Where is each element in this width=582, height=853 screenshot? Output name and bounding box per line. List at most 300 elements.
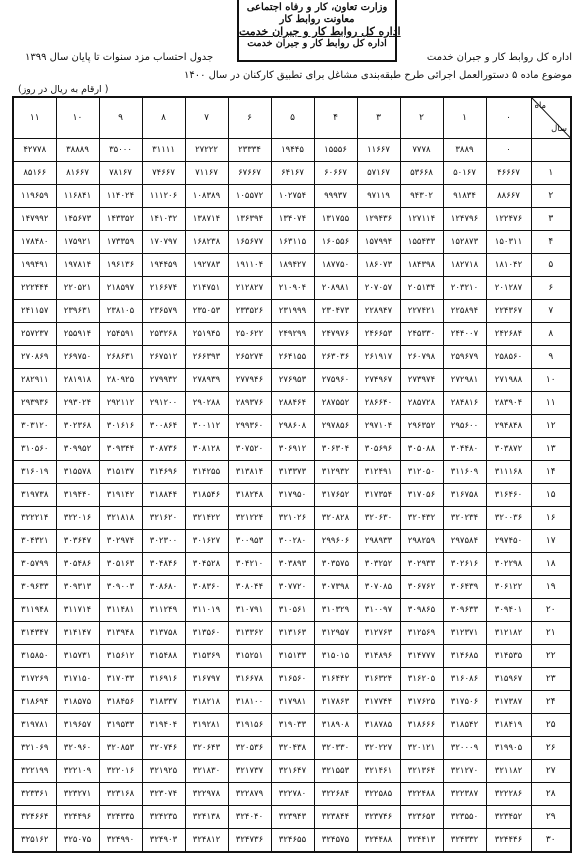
wage-cell: ۳۲۲۲۱۴ — [13, 507, 56, 530]
table-row — [13, 185, 571, 208]
table-row — [13, 346, 571, 369]
year-row-header: ۱۴ — [531, 461, 571, 484]
year-row-header: ۲۹ — [531, 806, 571, 829]
wage-cell: ۳۱۸۵۷۵ — [56, 691, 99, 714]
wage-cell: ۳۲۰۸۲۸ — [314, 507, 357, 530]
wage-cell: ۱۱۶۸۴۱ — [56, 185, 99, 208]
wage-cell: ۳۰۷۰۸۵ — [357, 576, 400, 599]
wage-cell: ۱۸۷۷۵۰ — [314, 254, 357, 277]
wage-cell: ۱۰۲۷۵۴ — [271, 185, 314, 208]
wage-cell: ۲۳۸۱۰۵ — [99, 300, 142, 323]
wage-cell: ۳۲۴۴۸۸ — [357, 829, 400, 853]
wage-cell: ۳۰۱۶۲۷ — [185, 530, 228, 553]
wage-cell: ۳۱۸۵۴۶ — [185, 484, 228, 507]
wage-cell: ۲۸۷۵۵۲ — [314, 392, 357, 415]
table-row — [13, 645, 571, 668]
wage-cell: ۳۱۶۰۱۹ — [13, 461, 56, 484]
table-row — [13, 415, 571, 438]
wage-cell: ۱۳۴۰۷۴ — [271, 208, 314, 231]
wage-cell: ۳۸۸۸۹ — [56, 139, 99, 162]
wage-cell: ۳۲۱۶۲۰ — [142, 507, 185, 530]
wage-cell: ۳۵۰۰۰ — [99, 139, 142, 162]
wage-cell: ۳۰۰۱۱۲ — [185, 415, 228, 438]
wage-cell: ۱۶۰۵۵۶ — [314, 231, 357, 254]
wage-cell: ۳۲۴۶۵۵ — [271, 829, 314, 853]
wage-cell: ۳۲۱۱۸۲ — [486, 760, 531, 783]
wage-cell: ۳۲۰۲۲۷ — [357, 737, 400, 760]
wage-cell: ۳۲۴۱۳۸ — [185, 806, 228, 829]
wage-cell: ۵۳۶۶۸ — [400, 162, 443, 185]
wage-cell: ۱۹۱۱۰۴ — [228, 254, 271, 277]
seniority-wage-table — [12, 96, 572, 853]
wage-cell: ۳۲۰۹۶۰ — [56, 737, 99, 760]
wage-cell: ۱۶۳۱۱۵ — [271, 231, 314, 254]
month-column-header: ۵ — [271, 97, 314, 139]
stamp-line-office-repeat: اداره کل روابط کار و جبران خدمت — [247, 38, 387, 49]
wage-cell: ۲۶۹۷۵۰ — [56, 346, 99, 369]
wage-cell: ۳۲۱۰۶۹ — [13, 737, 56, 760]
wage-cell: ۳۰۹۶۳۳ — [13, 576, 56, 599]
table-row — [13, 622, 571, 645]
wage-cell: ۱۱۴۰۲۴ — [99, 185, 142, 208]
wage-cell: ۳۰۴۸۴۶ — [142, 553, 185, 576]
wage-cell: ۱۹۷۸۱۴ — [56, 254, 99, 277]
wage-cell: ۳۱۶۲۰۵ — [400, 668, 443, 691]
wage-cell: ۳۱۸۲۴۸ — [228, 484, 271, 507]
wage-cell: ۳۱۷۶۵۲ — [314, 484, 357, 507]
wage-cell: ۳۰۳۱۲۰ — [13, 415, 56, 438]
wage-cell: ۳۲۱۸۱۸ — [99, 507, 142, 530]
wage-cell: ۲۷۱۹۸۸ — [486, 369, 531, 392]
wage-cell: ۳۲۴۷۳۶ — [228, 829, 271, 853]
wage-cell: ۲۲۸۹۴۷ — [357, 300, 400, 323]
wage-cell: ۲۸۸۴۶۴ — [271, 392, 314, 415]
wage-cell: ۲۷۲۲۲ — [185, 139, 228, 162]
wage-cell: ۳۱۹۱۵۶ — [228, 714, 271, 737]
wage-cell: ۲۳۳۵۲۶ — [228, 300, 271, 323]
wage-cell: ۳۱۶۴۴۲ — [314, 668, 357, 691]
wage-cell: ۳۱۳۵۶۰ — [185, 622, 228, 645]
wage-cell: ۳۱۵۰۱۵ — [314, 645, 357, 668]
year-row-header: ۱۶ — [531, 507, 571, 530]
wage-cell: ۲۲۵۸۹۴ — [443, 300, 486, 323]
wage-cell: ۲۴۷۹۷۶ — [314, 323, 357, 346]
wage-cell: ۹۱۸۳۴ — [443, 185, 486, 208]
wage-cell: ۳۰۲۳۰۰ — [142, 530, 185, 553]
year-row-header: ۴ — [531, 231, 571, 254]
table-row — [13, 530, 571, 553]
wage-cell: ۳۱۱۶۰۹ — [443, 461, 486, 484]
wage-cell: ۳۲۱۲۷۰ — [443, 760, 486, 783]
wage-cell: ۲۱۸۵۹۷ — [99, 277, 142, 300]
wage-cell: ۱۴۵۶۷۳ — [56, 208, 99, 231]
wage-cell: ۲۹۵۶۰۰ — [443, 415, 486, 438]
wage-cell: ۷۱۱۶۷ — [185, 162, 228, 185]
wage-cell: ۳۰۳۶۴۷ — [56, 530, 99, 553]
wage-cell: ۲۵۰۶۲۲ — [228, 323, 271, 346]
wage-cell: ۳۱۶۵۶۰ — [271, 668, 314, 691]
wage-cell: ۱۲۹۴۳۶ — [357, 208, 400, 231]
wage-cell: ۳۰۳۸۹۳ — [271, 553, 314, 576]
month-column-header: ۲ — [400, 97, 443, 139]
wage-cell: ۱۵۲۸۷۳ — [443, 231, 486, 254]
wage-cell: ۲۹۷۵۸۴ — [443, 530, 486, 553]
wage-cell: ۲۷۳۹۷۴ — [400, 369, 443, 392]
wage-cell: ۲۸۳۹۰۴ — [486, 392, 531, 415]
wage-cell: ۳۱۱۱۱ — [142, 139, 185, 162]
wage-cell: ۳۱۴۶۸۵ — [443, 645, 486, 668]
wage-cell: ۳۱۸۷۸۵ — [357, 714, 400, 737]
wage-cell: ۳۰۹۸۶۵ — [400, 599, 443, 622]
wage-cell: ۲۰۵۱۳۴ — [400, 277, 443, 300]
table-body — [13, 139, 571, 853]
wage-cell: ۳۱۷۳۵۴ — [357, 484, 400, 507]
wage-cell: ۳۲۰۵۳۶ — [228, 737, 271, 760]
wage-cell: ۳۱۹۵۳۳ — [99, 714, 142, 737]
wage-cell: ۲۷۶۹۵۳ — [271, 369, 314, 392]
wage-cell: ۳۲۱۷۳۷ — [228, 760, 271, 783]
wage-cell: ۳۲۳۴۵۲ — [486, 806, 531, 829]
wage-cell: ۳۱۹۶۵۷ — [56, 714, 99, 737]
wage-cell: ۳۱۰۵۶۱ — [271, 599, 314, 622]
year-row-header: ۱۲ — [531, 415, 571, 438]
wage-cell: ۳۲۲۶۸۴ — [314, 783, 357, 806]
wage-cell: ۱۳۶۳۹۴ — [228, 208, 271, 231]
wage-cell: ۲۱۶۶۷۴ — [142, 277, 185, 300]
wage-cell: ۲۵۹۶۷۹ — [443, 346, 486, 369]
wage-cell: ۱۳۱۷۵۵ — [314, 208, 357, 231]
table-row — [13, 714, 571, 737]
wage-cell: ۱۵۰۳۱۱ — [486, 231, 531, 254]
wage-cell: ۳۲۰۱۲۱ — [400, 737, 443, 760]
year-row-header: ۱۰ — [531, 369, 571, 392]
wage-cell: ۳۲۰۴۳۸ — [271, 737, 314, 760]
wage-cell: ۲۴۱۱۵۷ — [13, 300, 56, 323]
wage-cell: ۳۱۹۴۴۰ — [56, 484, 99, 507]
table-row — [13, 139, 571, 162]
wage-cell: ۳۱۷۰۳۳ — [99, 668, 142, 691]
wage-cell: ۳۰۸۱۲۸ — [185, 438, 228, 461]
table-row — [13, 507, 571, 530]
wage-cell: ۳۱۵۵۷۸ — [56, 461, 99, 484]
wage-cell: ۲۲۷۴۲۱ — [400, 300, 443, 323]
wage-cell: ۹۷۱۱۹ — [357, 185, 400, 208]
wage-cell: ۱۹۲۷۸۳ — [185, 254, 228, 277]
wage-cell: ۳۱۳۱۶۳ — [271, 622, 314, 645]
wage-cell: ۳۰۲۲۹۸ — [486, 553, 531, 576]
wage-cell: ۱۸۹۴۲۷ — [271, 254, 314, 277]
wage-cell: ۳۲۴۳۳۲ — [443, 829, 486, 853]
wage-cell: ۳۰۵۶۹۶ — [357, 438, 400, 461]
wage-cell: ۳۰۳۲۵۲ — [357, 553, 400, 576]
wage-cell: ۳۰۲۹۷۴ — [99, 530, 142, 553]
wage-cell: ۲۳۳۳۴ — [228, 139, 271, 162]
wage-cell: ۳۱۴۷۷۷ — [400, 645, 443, 668]
wage-cell: ۳۲۴۴۴۶ — [486, 829, 531, 853]
month-column-header: ۹ — [99, 97, 142, 139]
wage-cell: ۳۲۲۴۸۸ — [400, 783, 443, 806]
wage-cell: ۳۱۷۶۲۵ — [400, 691, 443, 714]
stamp-line-deputy: معاونت روابط کار — [279, 14, 355, 25]
wage-cell: ۳۱۵۶۱۲ — [99, 645, 142, 668]
wage-cell: ۳۰۶۴۳۹ — [443, 576, 486, 599]
year-row-header: ۲۱ — [531, 622, 571, 645]
table-title: جدول احتساب مزد سنوات تا پایان سال ۱۳۹۹ — [25, 52, 214, 63]
wage-cell: ۱۰۵۵۷۲ — [228, 185, 271, 208]
table-row — [13, 162, 571, 185]
table-row — [13, 576, 571, 599]
wage-cell: ۱۸۲۷۱۸ — [443, 254, 486, 277]
wage-cell: ۳۲۰۴۳۲ — [400, 507, 443, 530]
year-row-header: ۸ — [531, 323, 571, 346]
wage-cell: ۳۱۹۲۸۱ — [185, 714, 228, 737]
wage-cell: ۳۱۷۵۰۶ — [443, 691, 486, 714]
year-row-header: ۶ — [531, 277, 571, 300]
wage-cell: ۳۱۳۷۵۸ — [142, 622, 185, 645]
wage-cell: ۳۱۰۷۹۱ — [228, 599, 271, 622]
wage-cell: ۲۷۹۹۳۲ — [142, 369, 185, 392]
wage-cell: ۳۲۱۴۲۲ — [185, 507, 228, 530]
wage-cell: ۳۰۵۷۹۹ — [13, 553, 56, 576]
wage-cell: ۳۱۷۳۸۷ — [486, 691, 531, 714]
wage-cell: ۲۱۴۷۵۱ — [185, 277, 228, 300]
wage-cell: ۳۰۸۰۴۴ — [228, 576, 271, 599]
wage-cell: ۳۰۸۷۳۶ — [142, 438, 185, 461]
wage-cell: ۳۱۶۷۵۸ — [443, 484, 486, 507]
wage-cell: ۳۱۱۹۴۸ — [13, 599, 56, 622]
wage-cell: ۳۲۴۹۹۰ — [99, 829, 142, 853]
wage-cell: ۳۲۰۲۳۴ — [443, 507, 486, 530]
year-row-header: ۳ — [531, 208, 571, 231]
wage-cell: ۳۱۵۹۶۷ — [486, 668, 531, 691]
wage-cell: ۳۲۲۱۹۹ — [13, 760, 56, 783]
wage-cell: ۲۳۱۹۹۹ — [271, 300, 314, 323]
wage-cell: ۳۰۹۳۴۴ — [99, 438, 142, 461]
wage-cell: ۳۱۸۴۵۶ — [99, 691, 142, 714]
wage-cell: ۳۱۲۹۳۲ — [314, 461, 357, 484]
wage-cell: ۲۹۱۲۰۰ — [142, 392, 185, 415]
wage-cell: ۹۹۹۳۷ — [314, 185, 357, 208]
wage-cell: ۳۱۰۰۹۷ — [357, 599, 400, 622]
wage-cell: ۲۹۹۶۰۶ — [314, 530, 357, 553]
wage-cell: ۳۱۵۳۶۹ — [185, 645, 228, 668]
wage-cell: ۳۲۱۵۵۳ — [314, 760, 357, 783]
wage-cell: ۳۰۰۲۸۰ — [271, 530, 314, 553]
wage-cell: ۳۱۶۹۱۶ — [142, 668, 185, 691]
table-row — [13, 691, 571, 714]
wage-cell: ۳۱۲۱۸۲ — [486, 622, 531, 645]
table-row — [13, 231, 571, 254]
table-row — [13, 599, 571, 622]
wage-cell: ۳۰۹۰۰۳ — [99, 576, 142, 599]
wage-cell: ۳۱۴۲۵۵ — [185, 461, 228, 484]
wage-cell: ۷۴۶۶۷ — [142, 162, 185, 185]
wage-cell: ۱۲۷۱۱۴ — [400, 208, 443, 231]
wage-cell: ۲۴۲۶۸۴ — [486, 323, 531, 346]
wage-cell: ۲۹۹۳۶۰ — [228, 415, 271, 438]
wage-cell: ۸۸۶۶۷ — [486, 185, 531, 208]
wage-cell: ۳۱۵۴۸۸ — [142, 645, 185, 668]
wage-cell: ۶۴۱۶۷ — [271, 162, 314, 185]
wage-cell: ۳۱۱۷۱۴ — [56, 599, 99, 622]
wage-cell: ۱۷۸۴۸۰ — [13, 231, 56, 254]
wage-cell: ۳۱۸۴۱۹ — [486, 714, 531, 737]
table-row — [13, 760, 571, 783]
wage-cell: ۳۱۵۱۳۷ — [99, 461, 142, 484]
wage-cell: ۳۰۵۰۸۸ — [400, 438, 443, 461]
wage-cell: ۳۲۰۷۴۶ — [142, 737, 185, 760]
wage-cell: ۳۱۳۳۷۳ — [271, 461, 314, 484]
wage-cell: ۳۱۱۱۶۸ — [486, 461, 531, 484]
wage-cell: ۴۶۶۶۷ — [486, 162, 531, 185]
wage-cell: ۲۵۴۵۹۱ — [99, 323, 142, 346]
table-row — [13, 806, 571, 829]
wage-cell: ۹۴۳۰۲ — [400, 185, 443, 208]
wage-cell: ۱۷۵۹۲۱ — [56, 231, 99, 254]
wage-cell: ۲۶۰۷۹۸ — [400, 346, 443, 369]
wage-cell: ۳۱۲۴۹۱ — [357, 461, 400, 484]
wage-cell: ۳۲۲۵۸۵ — [357, 783, 400, 806]
wage-cell: ۳۲۱۰۲۶ — [271, 507, 314, 530]
wage-cell: ۳۲۲۳۸۷ — [443, 783, 486, 806]
table-row — [13, 668, 571, 691]
wage-cell: ۲۶۶۳۹۳ — [185, 346, 228, 369]
table-row — [13, 737, 571, 760]
wage-cell: ۱۷۰۷۹۷ — [142, 231, 185, 254]
wage-cell: ۲۳۰۴۷۳ — [314, 300, 357, 323]
wage-cell: ۳۲۳۹۴۳ — [271, 806, 314, 829]
wage-cell: ۳۲۴۴۹۶ — [56, 806, 99, 829]
wage-cell: ۳۲۲۰۱۶ — [56, 507, 99, 530]
wage-cell: ۲۷۴۹۶۷ — [357, 369, 400, 392]
wage-cell: ۲۴۵۳۳۰ — [400, 323, 443, 346]
wage-cell: ۳۲۰۰۳۶ — [486, 507, 531, 530]
wage-cell: ۳۲۰۶۴۳ — [185, 737, 228, 760]
wage-cell: ۱۷۳۳۵۹ — [99, 231, 142, 254]
wage-cell: ۲۰۷۰۵۷ — [357, 277, 400, 300]
wage-cell: ۲۹۸۹۳۳ — [357, 530, 400, 553]
wage-cell: ۳۰۷۵۲۰ — [228, 438, 271, 461]
wage-cell: ۳۱۸۱۰۰ — [228, 691, 271, 714]
wage-cell: ۳۰۶۳۰۴ — [314, 438, 357, 461]
wage-cell: ۳۱۹۷۳۸ — [13, 484, 56, 507]
wage-cell: ۳۰۵۱۶۳ — [99, 553, 142, 576]
wage-cell: ۳۱۲۵۶۹ — [400, 622, 443, 645]
wage-cell: ۳۱۶۷۹۷ — [185, 668, 228, 691]
wage-cell: ۳۱۸۹۰۸ — [314, 714, 357, 737]
wage-cell: ۳۲۰۳۳۰ — [314, 737, 357, 760]
wage-cell: ۲۳۶۵۷۹ — [142, 300, 185, 323]
month-column-header: ۱۰ — [56, 97, 99, 139]
wage-cell: ۳۱۲۹۵۷ — [314, 622, 357, 645]
wage-cell: ۲۶۵۲۷۴ — [228, 346, 271, 369]
wage-cell: ۲۹۷۴۵۰ — [486, 530, 531, 553]
wage-cell: ۷۷۷۸ — [400, 139, 443, 162]
year-row-header: ۲۷ — [531, 760, 571, 783]
wage-cell: ۱۵۵۴۳۳ — [400, 231, 443, 254]
wage-cell: ۲۶۸۶۳۱ — [99, 346, 142, 369]
wage-cell: ۳۲۱۶۴۷ — [271, 760, 314, 783]
wage-cell: ۲۹۳۹۳۶ — [13, 392, 56, 415]
wage-cell: ۳۱۲۰۵۰ — [400, 461, 443, 484]
wage-cell: ۳۸۸۹ — [443, 139, 486, 162]
wage-cell: ۳۲۳۶۵۳ — [400, 806, 443, 829]
wage-cell: ۱۶۵۶۷۷ — [228, 231, 271, 254]
wage-cell: ۳۱۵۱۳۳ — [271, 645, 314, 668]
wage-cell: ۱۹۶۱۳۶ — [99, 254, 142, 277]
table-row — [13, 300, 571, 323]
wage-cell: ۳۲۳۱۶۸ — [99, 783, 142, 806]
month-column-header: ۸ — [142, 97, 185, 139]
wage-cell: ۸۱۶۶۷ — [56, 162, 99, 185]
year-row-header — [531, 139, 571, 162]
wage-cell: ۳۱۹۰۳۳ — [271, 714, 314, 737]
wage-cell: ۳۲۴۳۳۵ — [99, 806, 142, 829]
wage-cell: ۳۲۵۰۷۵ — [56, 829, 99, 853]
year-row-header: ۱۷ — [531, 530, 571, 553]
year-row-header: ۲ — [531, 185, 571, 208]
wage-cell: ۲۹۶۳۵۲ — [400, 415, 443, 438]
year-row-header: ۳۰ — [531, 829, 571, 853]
table-row — [13, 484, 571, 507]
wage-cell: ۱۸۴۳۹۸ — [400, 254, 443, 277]
wage-cell: ۳۲۱۲۲۴ — [228, 507, 271, 530]
wage-cell: ۱۲۴۷۹۶ — [443, 208, 486, 231]
wage-cell: ۱۸۶۰۷۳ — [357, 254, 400, 277]
column-header-row — [13, 97, 571, 139]
wage-cell: ۲۸۶۶۴۰ — [357, 392, 400, 415]
wage-cell: ۳۰۴۲۱۰ — [228, 553, 271, 576]
wage-cell: ۱۱۱۲۰۶ — [142, 185, 185, 208]
wage-cell: ۳۰۳۸۷۲ — [486, 438, 531, 461]
wage-cell: ۳۱۷۹۵۰ — [271, 484, 314, 507]
wage-cell: ۳۱۸۶۶۶ — [400, 714, 443, 737]
wage-cell: ۳۱۷۸۶۳ — [314, 691, 357, 714]
wage-cell: ۲۹۷۱۰۴ — [357, 415, 400, 438]
table-row — [13, 254, 571, 277]
wage-cell: ۳۱۸۲۱۸ — [185, 691, 228, 714]
wage-cell: ۳۲۲۲۸۶ — [486, 783, 531, 806]
wage-cell: ۱۵۷۹۹۴ — [357, 231, 400, 254]
wage-cell: ۳۰۹۹۵۲ — [56, 438, 99, 461]
wage-cell: ۳۲۰۶۳۰ — [357, 507, 400, 530]
wage-cell: ۳۱۴۱۴۷ — [56, 622, 99, 645]
wage-cell: ۳۲۴۲۳۵ — [142, 806, 185, 829]
wage-cell: ۳۰۱۶۱۶ — [99, 415, 142, 438]
wage-cell: ۲۹۲۱۱۲ — [99, 392, 142, 415]
wage-cell: ۳۰۷۷۲۰ — [271, 576, 314, 599]
year-row-header: ۲۲ — [531, 645, 571, 668]
wage-cell: ۶۰۶۶۷ — [314, 162, 357, 185]
corner-year-label: سال — [551, 124, 567, 134]
wage-cell: ۲۹۸۶۰۸ — [271, 415, 314, 438]
wage-cell: ۳۱۷۰۵۶ — [400, 484, 443, 507]
wage-cell: ۱۰۸۳۸۹ — [185, 185, 228, 208]
wage-cell: ۳۱۸۶۹۴ — [13, 691, 56, 714]
wage-cell: ۳۲۲۹۷۸ — [185, 783, 228, 806]
ministry-letterhead-stamp — [237, 0, 401, 62]
wage-cell: ۳۲۳۵۵۰ — [443, 806, 486, 829]
wage-cell: ۲۰۸۹۸۱ — [314, 277, 357, 300]
stamp-line-ministry: وزارت تعاون، کار و رفاه اجتماعی — [246, 2, 388, 13]
wage-cell: ۳۰۶۹۱۲ — [271, 438, 314, 461]
wage-cell: ۳۱۷۹۸۱ — [271, 691, 314, 714]
units-note: ( ارقام به ریال در روز) — [18, 84, 109, 95]
wage-cell: ۳۱۴۳۴۷ — [13, 622, 56, 645]
year-row-header: ۱۱ — [531, 392, 571, 415]
wage-cell: ۳۱۷۲۶۹ — [13, 668, 56, 691]
wage-cell: ۳۱۴۶۹۶ — [142, 461, 185, 484]
